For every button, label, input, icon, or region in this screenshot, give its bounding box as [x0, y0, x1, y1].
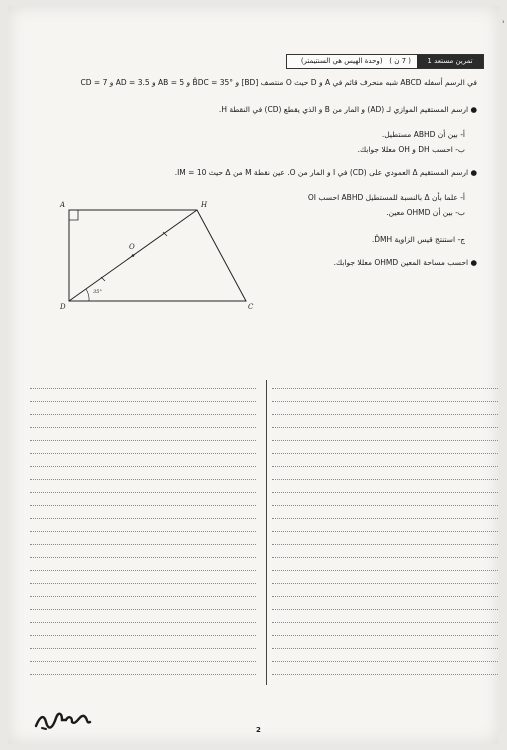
answer-line	[30, 635, 256, 636]
answer-line	[30, 583, 256, 584]
answer-line	[30, 479, 256, 480]
exercise-unit: (وحدة الهيس هي السنتيمتر)	[300, 57, 383, 65]
question-2c: ج- استنتج قيس الزاوية D̂MH.	[371, 235, 465, 244]
answer-line	[272, 648, 498, 649]
answer-line	[272, 518, 498, 519]
answer-line	[272, 505, 498, 506]
author-signature	[32, 706, 94, 732]
answer-line	[272, 388, 498, 389]
answer-line	[30, 570, 256, 571]
label-d: D	[60, 303, 66, 311]
answer-line	[272, 609, 498, 610]
answer-line	[272, 401, 498, 402]
question-3: ● احسب مساحة المعين OHMD معللا جوابك.	[333, 258, 477, 267]
answer-line	[272, 427, 498, 428]
answer-line	[30, 596, 256, 597]
answer-line	[30, 518, 256, 519]
answer-line	[30, 505, 256, 506]
answer-line	[272, 622, 498, 623]
answer-line	[30, 492, 256, 493]
question-1: ● ارسم المستقيم الموازي لـ (AD) و المار من B و الذي يقطع (CD) في النقطة H.	[218, 105, 477, 114]
answer-line	[272, 479, 498, 480]
answer-line	[272, 466, 498, 467]
answer-line	[30, 531, 256, 532]
page-number: 2	[256, 726, 261, 734]
point-o	[132, 254, 135, 257]
answer-line	[30, 414, 256, 415]
answer-line	[272, 570, 498, 571]
answer-line	[30, 544, 256, 545]
worksheet-page	[8, 6, 505, 744]
question-1b: ب- احسب DH و OH معللا جوابك.	[357, 145, 465, 154]
answer-line	[30, 557, 256, 558]
angle-label: 35°	[93, 289, 102, 295]
exercise-unit-and-points	[301, 55, 411, 68]
question-2a: أ- علما بأن Δ بالنسبة للمستطيل ABHD احسب OI	[307, 193, 465, 202]
answer-column-left	[30, 380, 256, 685]
column-divider	[266, 380, 267, 685]
answer-line	[272, 492, 498, 493]
trapezoid-figure	[56, 194, 266, 314]
exercise-intro: في الرسم أسفله ABCD شبه منحرف قائم في A و D حيث O منتصف [BD] و B̂DC = 35° و AB = 5 و AD = 3.5 و CD = 7	[80, 78, 477, 87]
answer-line	[30, 466, 256, 467]
answer-line	[30, 453, 256, 454]
answer-line	[30, 388, 256, 389]
answer-line	[272, 635, 498, 636]
label-a: A	[60, 201, 66, 209]
answer-column-right	[272, 380, 498, 685]
answer-line	[30, 648, 256, 649]
answer-line	[30, 674, 256, 675]
answer-line	[272, 453, 498, 454]
answer-line	[272, 661, 498, 662]
exercise-points: ( 7 ن )	[389, 57, 411, 65]
answer-line	[272, 557, 498, 558]
answer-line	[272, 583, 498, 584]
question-2b: ب- بين أن OHMD معين.	[386, 208, 465, 217]
question-2: ● ارسم المستقيم Δ العمودي على (CD) في I و المار من O. عين نقطة M من Δ حيث IM = 10.	[174, 168, 477, 177]
angle-arc	[86, 289, 89, 301]
corner-mark: '	[502, 20, 505, 30]
label-o: O	[129, 243, 135, 251]
label-h: H	[201, 201, 208, 209]
tick-mark-1	[101, 277, 105, 281]
answer-line	[272, 674, 498, 675]
answer-line	[30, 427, 256, 428]
answer-line	[30, 401, 256, 402]
answer-line	[30, 661, 256, 662]
answer-line	[272, 440, 498, 441]
question-1a: أ- بين أن ABHD مستطيل.	[381, 130, 465, 139]
answer-line	[30, 622, 256, 623]
exercise-header	[286, 54, 484, 69]
answer-line	[272, 414, 498, 415]
answer-line	[272, 596, 498, 597]
answer-line	[30, 440, 256, 441]
trapezoid-shape	[69, 210, 246, 301]
label-c: C	[248, 303, 254, 311]
answer-line	[272, 531, 498, 532]
answer-line	[272, 544, 498, 545]
answer-line	[30, 609, 256, 610]
exercise-badge: تمرين مستعد 1	[417, 55, 483, 68]
right-angle-mark	[69, 210, 78, 220]
